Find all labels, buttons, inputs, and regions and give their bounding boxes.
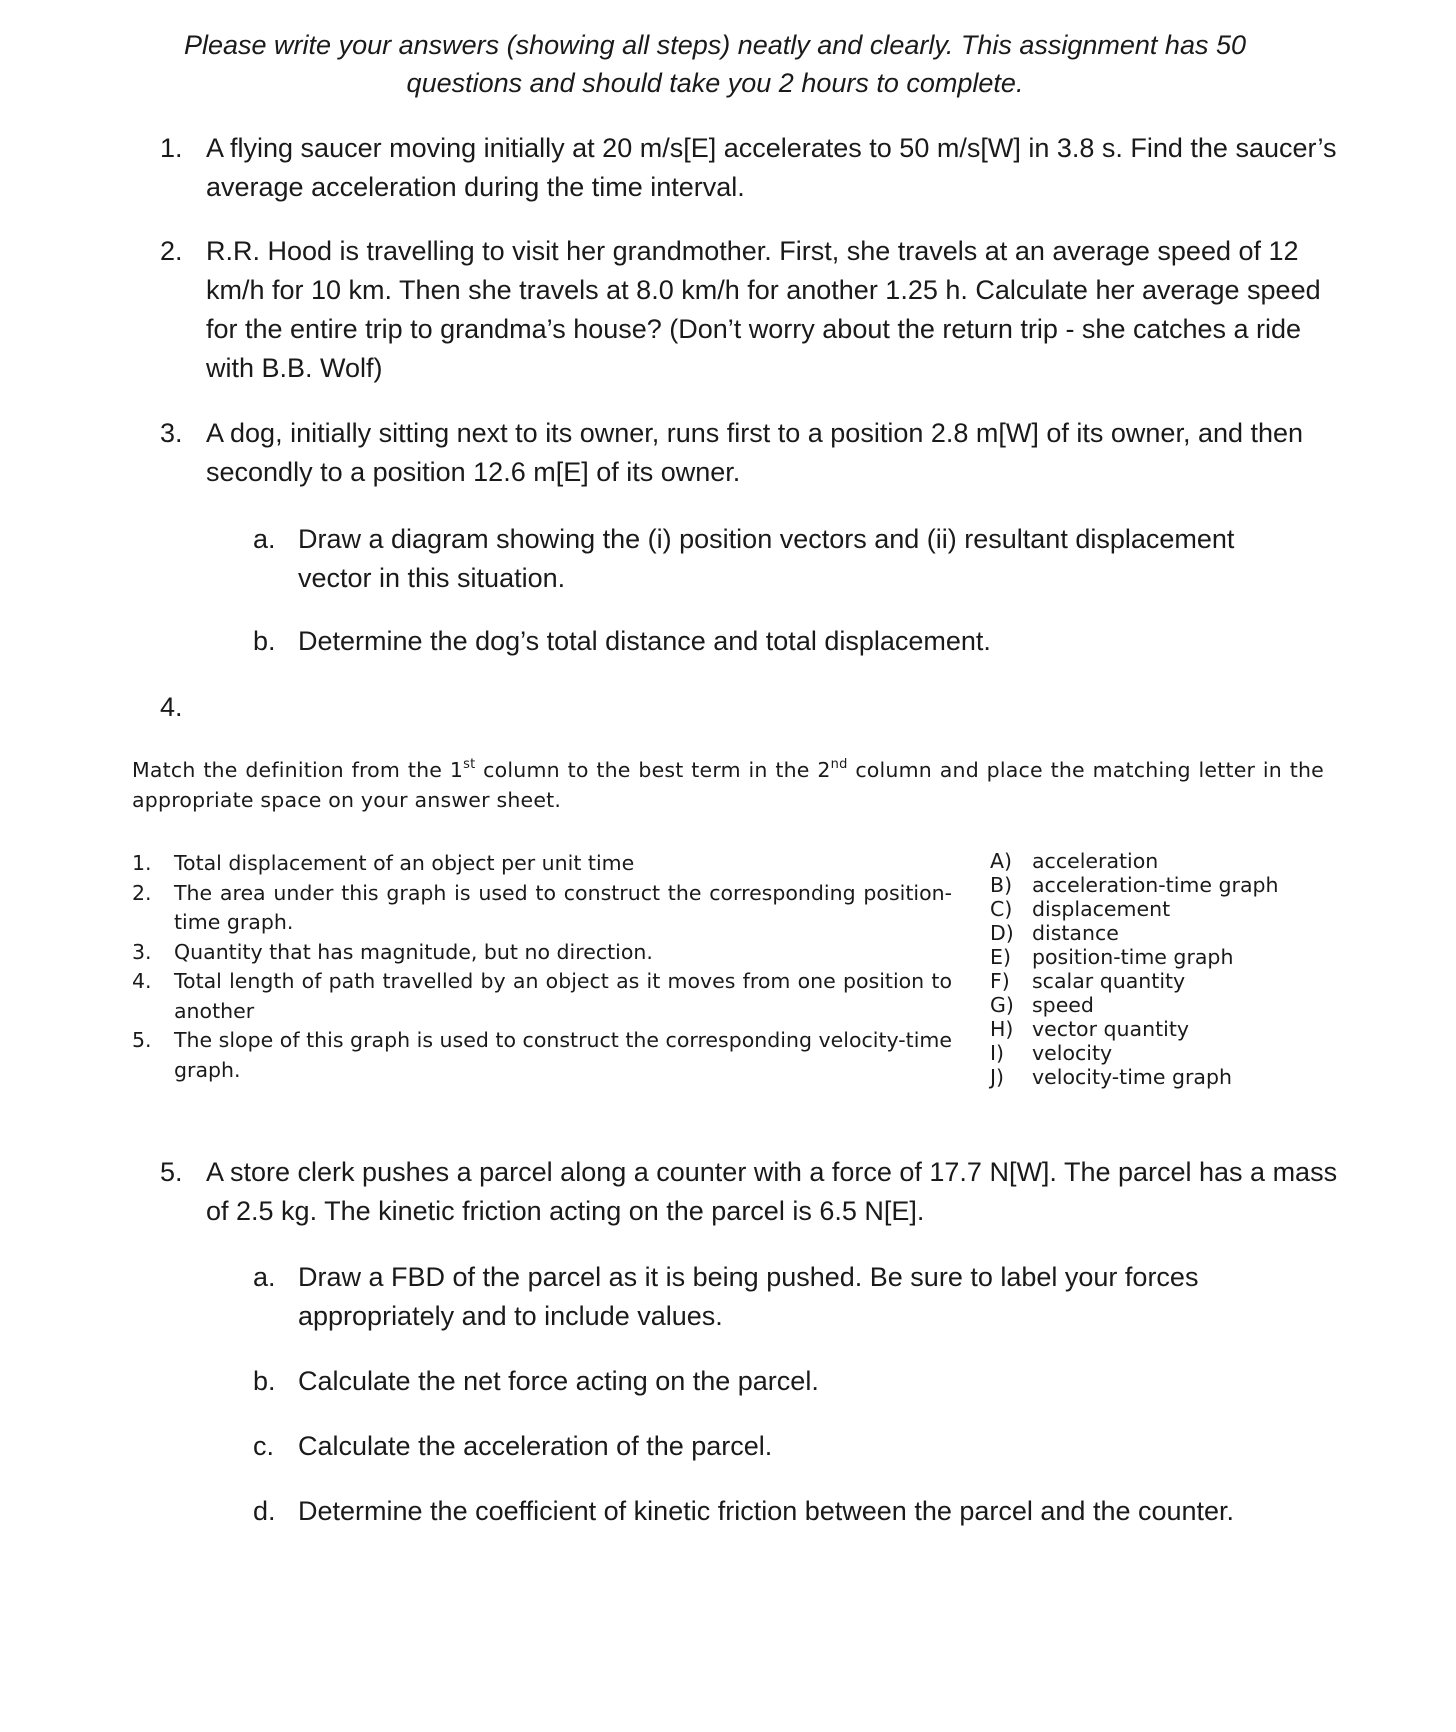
matching-intro-b: column to the best term in the 2 — [475, 758, 831, 782]
term-letter: H) — [990, 1017, 1014, 1041]
definition-number: 4. — [132, 969, 152, 993]
part-letter: b. — [253, 626, 276, 656]
definition-number: 1. — [132, 851, 152, 875]
term-text: vector quantity — [1032, 1017, 1190, 1041]
matching-intro-c: column and place the matching letter in the appropriate space on your answer sheet. — [132, 758, 1324, 812]
definition-text: Total displacement of an object per unit time — [174, 851, 635, 875]
question-text: A flying saucer moving initially at 20 m/s[E] accelerates to 50 m/s[W] in 3.8 s. Find the saucer’s average acceleration during the time interval. — [206, 133, 1337, 202]
term-letter: D) — [990, 921, 1014, 945]
term-text: position-time graph — [1032, 945, 1234, 969]
terms-column — [990, 849, 1320, 1089]
part-text: Calculate the net force acting on the parcel. — [298, 1366, 819, 1396]
instructions-line-2: questions and should take you 2 hours to complete. — [406, 68, 1024, 98]
definitions-column — [132, 849, 952, 1085]
definition-text: Total length of path travelled by an object as it moves from one position to another — [174, 969, 952, 1023]
term-letter: C) — [990, 897, 1013, 921]
part-letter: d. — [253, 1496, 276, 1526]
definition-number: 2. — [132, 880, 152, 905]
matching-sup-1: st — [463, 757, 476, 773]
term-item — [990, 993, 1320, 1017]
instructions-line-1: Please write your answers (showing all steps) neatly and clearly. This assignment has 50 — [184, 30, 1246, 60]
part-letter: a. — [253, 524, 276, 554]
term-letter: B) — [990, 873, 1013, 897]
matching-instructions — [132, 755, 1324, 815]
question-text: A dog, initially sitting next to its owner, runs first to a position 2.8 m[W] of its owner, and then secondly to a position 12.6 m[E] of its owner. — [206, 418, 1304, 487]
term-letter: A) — [990, 849, 1013, 873]
term-text: acceleration-time graph — [1032, 873, 1279, 897]
question-number: 1. — [160, 133, 183, 163]
term-item — [990, 897, 1320, 921]
term-text: displacement — [1032, 897, 1171, 921]
question-number: 4. — [160, 692, 183, 722]
part-text: Draw a FBD of the parcel as it is being pushed. Be sure to label your forces appropriately and to include values. — [298, 1262, 1199, 1331]
term-letter: E) — [990, 945, 1011, 969]
question-number: 3. — [160, 418, 183, 448]
term-text: scalar quantity — [1032, 969, 1186, 993]
question-number: 5. — [160, 1157, 183, 1187]
part-letter: b. — [253, 1366, 276, 1396]
definition-item — [132, 849, 952, 879]
definition-text: The slope of this graph is used to construct the corresponding velocity-time graph. — [174, 1028, 952, 1082]
part-text: Determine the dog’s total distance and total displacement. — [298, 626, 991, 656]
term-item — [990, 1065, 1320, 1089]
definition-item — [132, 967, 952, 1026]
part-text: Determine the coefficient of kinetic friction between the parcel and the counter. — [298, 1496, 1235, 1526]
question-text: R.R. Hood is travelling to visit her grandmother. First, she travels at an average speed of 12 km/h for 10 km. Then she travels at 8.0 km/h for another 1.25 h. Calculate her average speed for the entire trip to grandma’s house? (Don’t worry about the return trip - she catches a ride with B.B. Wolf) — [206, 236, 1321, 383]
definition-number: 3. — [132, 939, 152, 964]
term-item — [990, 849, 1320, 873]
part-text: Calculate the acceleration of the parcel. — [298, 1431, 773, 1461]
term-item — [990, 969, 1320, 993]
matching-sup-2: nd — [830, 757, 848, 773]
definition-item — [132, 879, 952, 938]
term-item — [990, 1017, 1320, 1041]
term-text: distance — [1032, 921, 1119, 945]
term-letter: F) — [990, 969, 1010, 993]
term-letter: J) — [990, 1065, 1005, 1089]
definition-item — [132, 1026, 952, 1085]
definition-text: Quantity that has magnitude, but no direction. — [174, 939, 653, 964]
part-letter: c. — [253, 1431, 275, 1461]
term-letter: G) — [990, 993, 1014, 1017]
term-text: velocity-time graph — [1032, 1065, 1232, 1089]
term-text: velocity — [1032, 1041, 1113, 1065]
term-item — [990, 921, 1320, 945]
part-letter: a. — [253, 1262, 276, 1292]
matching-intro-a: Match the definition from the 1 — [132, 758, 464, 782]
definition-text: The area under this graph is used to construct the corresponding position-time graph. — [174, 880, 952, 934]
question-text: A store clerk pushes a parcel along a counter with a force of 17.7 N[W]. The parcel has a mass of 2.5 kg. The kinetic friction acting on the parcel is 6.5 N[E]. — [206, 1157, 1338, 1226]
question-number: 2. — [160, 236, 183, 266]
term-item — [990, 945, 1320, 969]
term-text: speed — [1032, 993, 1094, 1017]
term-item — [990, 1041, 1320, 1065]
definition-item — [132, 938, 952, 968]
term-text: acceleration — [1032, 849, 1159, 873]
term-letter: I) — [990, 1041, 1005, 1065]
part-text: Draw a diagram showing the (i) position vectors and (ii) resultant displacement vector in this situation. — [298, 524, 1235, 593]
definition-number: 5. — [132, 1028, 152, 1052]
instructions — [110, 26, 1320, 102]
term-item — [990, 873, 1320, 897]
